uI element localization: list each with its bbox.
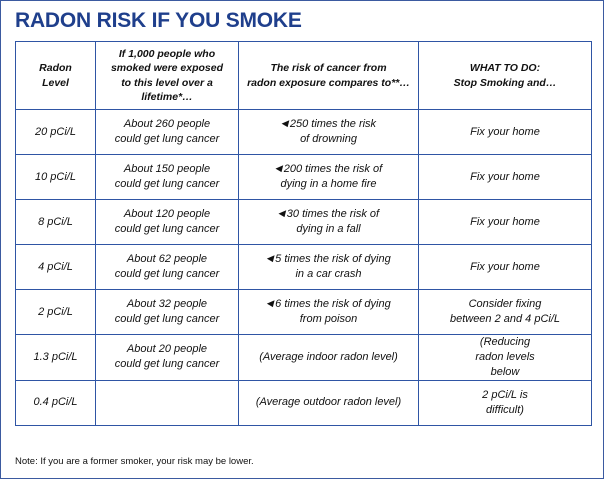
cell-what-to-do: Fix your home	[419, 155, 592, 200]
table-row	[16, 380, 592, 425]
table-header	[16, 42, 592, 110]
table-row	[16, 290, 592, 335]
cell-people-exposed: About 120 people could get lung cancer	[96, 200, 239, 245]
cell-what-to-do: Fix your home	[419, 245, 592, 290]
cell-what-to-do: Fix your home	[419, 110, 592, 155]
cell-radon-level: 10 pCi/L	[16, 155, 96, 200]
cell-what-to-do: Fix your home	[419, 200, 592, 245]
bullet-icon: ◀	[277, 208, 285, 219]
cell-risk-comparison: ◀ 6 times the risk of dying from poison	[239, 290, 419, 335]
cell-risk-comparison: ◀ 200 times the risk of dying in a home fire	[239, 155, 419, 200]
cell-radon-level: 20 pCi/L	[16, 110, 96, 155]
column-header-people-exposed: If 1,000 people who smoked were exposed to this level over a lifetime*…	[96, 42, 239, 110]
cell-people-exposed: About 20 people could get lung cancer	[96, 335, 239, 381]
table-body	[16, 110, 592, 426]
table-row	[16, 335, 592, 381]
bullet-icon: ◀	[266, 298, 274, 309]
table-row	[16, 200, 592, 245]
cell-risk-comparison: (Average indoor radon level)	[239, 335, 419, 381]
radon-risk-table	[15, 41, 592, 426]
bullet-icon: ◀	[266, 253, 274, 264]
table-header-row	[16, 42, 592, 110]
cell-radon-level: 8 pCi/L	[16, 200, 96, 245]
cell-what-to-do: (Reducing radon levels below	[419, 335, 592, 381]
column-header-radon-level: Radon Level	[16, 42, 96, 110]
cell-risk-comparison: (Average outdoor radon level)	[239, 380, 419, 425]
cell-radon-level: 0.4 pCi/L	[16, 380, 96, 425]
table-row	[16, 245, 592, 290]
cell-people-exposed: About 62 people could get lung cancer	[96, 245, 239, 290]
table-row	[16, 155, 592, 200]
column-header-what-to-do: WHAT TO DO: Stop Smoking and…	[419, 42, 592, 110]
bullet-icon: ◀	[280, 118, 288, 129]
cell-people-exposed: About 260 people could get lung cancer	[96, 110, 239, 155]
bullet-icon: ◀	[274, 163, 282, 174]
column-header-risk-comparison: The risk of cancer from radon exposure compares to**…	[239, 42, 419, 110]
cell-people-exposed: About 150 people could get lung cancer	[96, 155, 239, 200]
cell-risk-comparison: ◀ 30 times the risk of dying in a fall	[239, 200, 419, 245]
cell-people-exposed	[96, 380, 239, 425]
cell-risk-comparison: ◀ 5 times the risk of dying in a car crash	[239, 245, 419, 290]
footnote: Note: If you are a former smoker, your risk may be lower.	[15, 456, 254, 467]
cell-radon-level: 1.3 pCi/L	[16, 335, 96, 381]
cell-what-to-do: 2 pCi/L is difficult)	[419, 380, 592, 425]
page-title: RADON RISK IF YOU SMOKE	[15, 9, 302, 32]
cell-people-exposed: About 32 people could get lung cancer	[96, 290, 239, 335]
table-row	[16, 110, 592, 155]
cell-what-to-do: Consider fixing between 2 and 4 pCi/L	[419, 290, 592, 335]
cell-radon-level: 2 pCi/L	[16, 290, 96, 335]
cell-radon-level: 4 pCi/L	[16, 245, 96, 290]
cell-risk-comparison: ◀ 250 times the risk of drowning	[239, 110, 419, 155]
